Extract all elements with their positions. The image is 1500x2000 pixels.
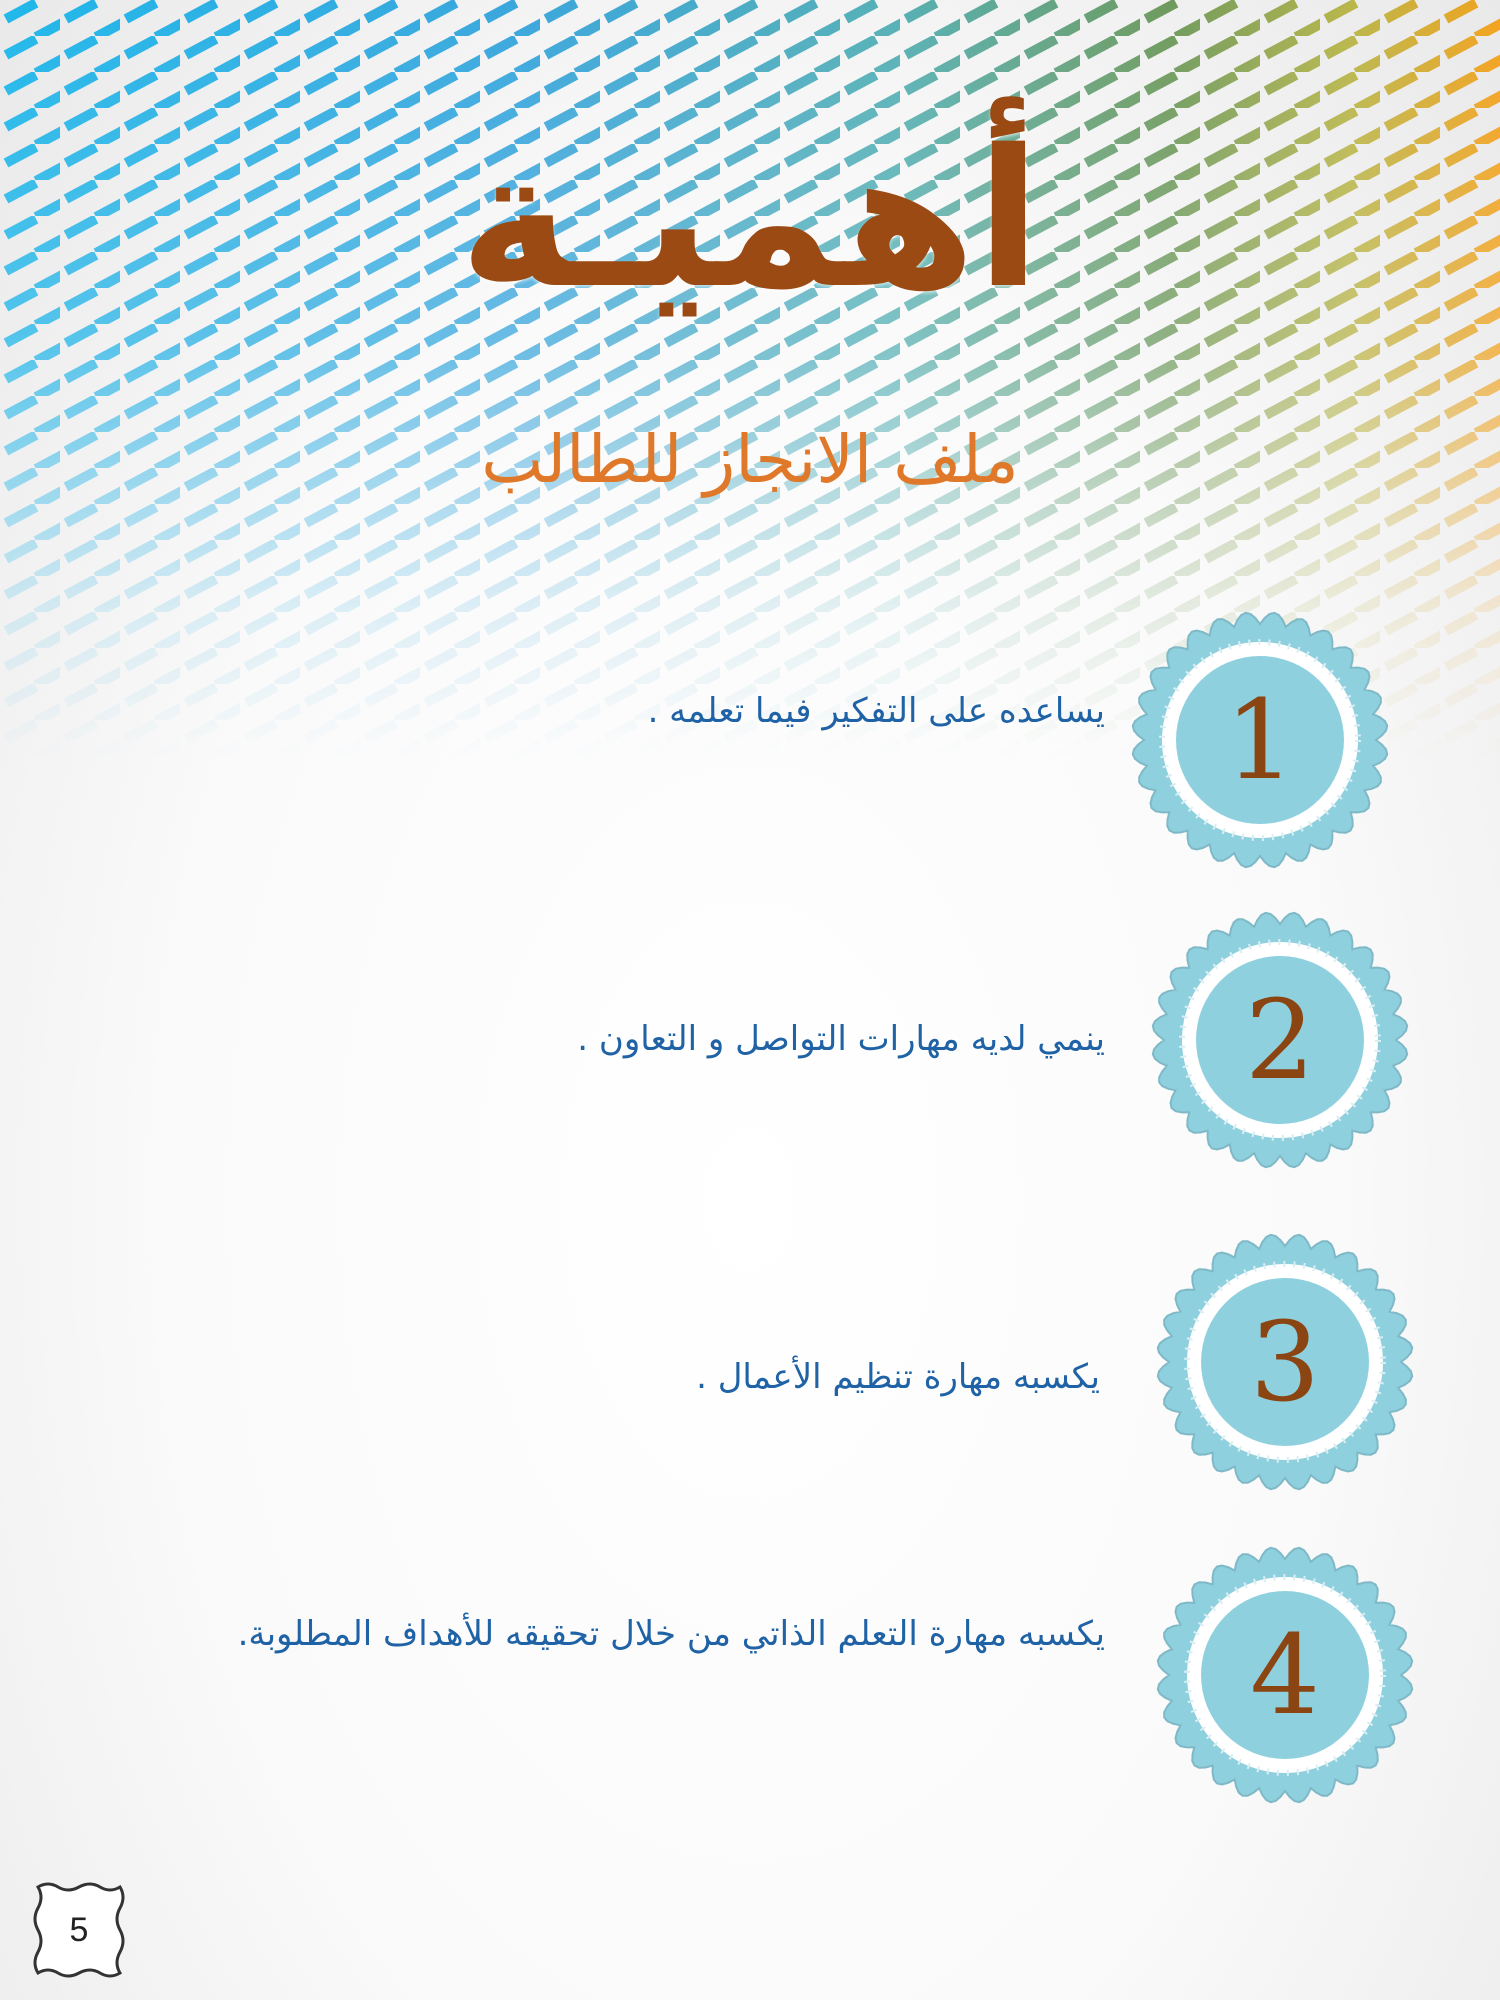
number-badge — [1155, 1232, 1415, 1492]
list-item — [0, 610, 1500, 870]
badge-number: 1 — [1225, 676, 1295, 804]
list-item — [0, 910, 1500, 1170]
list-item-text: يكسبه مهارة التعلم الذاتي من خلال تحقيقه للأهداف المطلوبة. — [237, 1614, 1105, 1654]
badge-number: 2 — [1245, 976, 1315, 1104]
badge-number: 4 — [1250, 1611, 1320, 1739]
list-item — [0, 1232, 1500, 1492]
number-badge — [1130, 610, 1390, 870]
list-item — [0, 1545, 1500, 1805]
page-title: أهميـة — [459, 109, 1041, 330]
page-number: 5 — [69, 1911, 89, 1949]
page-number-badge — [26, 1877, 132, 1983]
list-item-text: يكسبه مهارة تنظيم الأعمال . — [696, 1357, 1100, 1397]
page-subtitle: ملف الانجاز للطالب — [481, 421, 1019, 498]
number-badge — [1150, 910, 1410, 1170]
number-badge — [1155, 1545, 1415, 1805]
list-item-text: ينمي لديه مهارات التواصل و التعاون . — [577, 1019, 1105, 1059]
list-item-text: يساعده على التفكير فيما تعلمه . — [647, 691, 1105, 731]
badge-number: 3 — [1250, 1298, 1320, 1426]
